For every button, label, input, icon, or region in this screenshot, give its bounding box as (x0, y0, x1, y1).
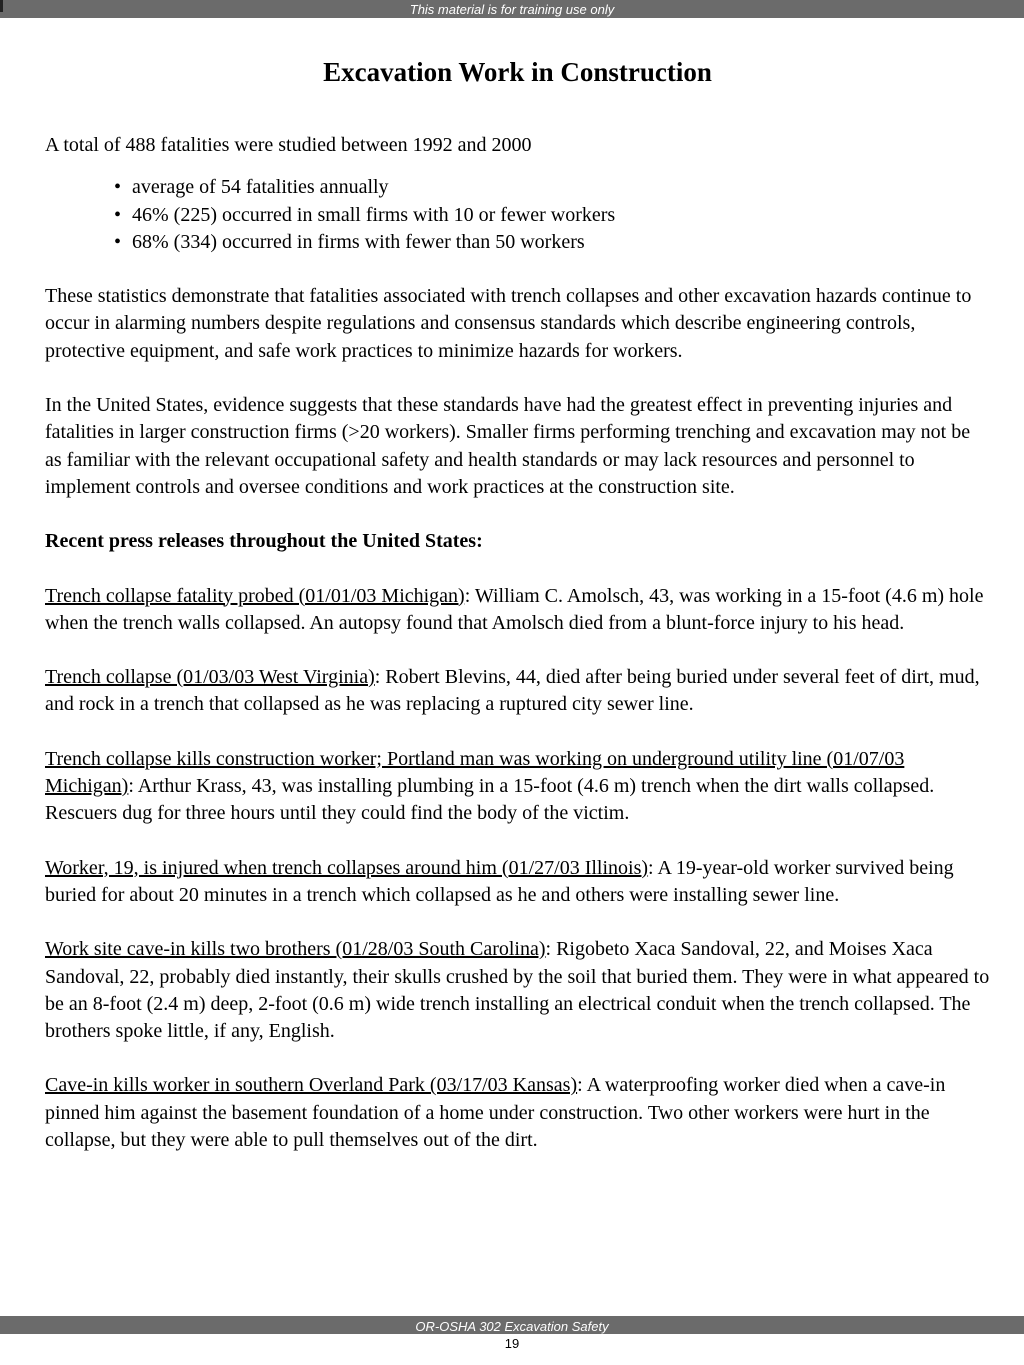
page-title: Excavation Work in Construction (323, 57, 712, 87)
press-release-headline: Trench collapse kills construction worker; Portland man was working on underground utility line (01/07/03 Michigan) (45, 747, 905, 798)
press-release-item (45, 855, 990, 910)
press-release-body: : Arthur Krass, 43, was installing plumbing in a 15-foot (4.6 m) trench when the dirt walls collapsed. Rescuers dug for three hours until they could find the body of the victim. (45, 775, 935, 825)
standards-paragraph: In the United States, evidence suggests that these standards have had the greatest effect in preventing injuries and fatalities in larger construction firms (>20 workers). Smaller firms performing trenching and excavation may not be as familiar with the relevant occupational safety and health standards or may lack resources and personnel to implement controls and oversee conditions and work practices at the construction site. (45, 394, 971, 498)
press-release-body: : William C. Amolsch, 43, was working in a 15-foot (4.6 m) hole when the trench walls collapsed. An autopsy found that Amolsch died from a blunt-force injury to his head. (45, 584, 984, 634)
press-release-headline: Trench collapse fatality probed (01/01/03 Michigan) (45, 584, 465, 607)
statistics-list (112, 174, 990, 256)
statistics-paragraph: These statistics demonstrate that fatalities associated with trench collapses and other excavation hazards continue to occur in alarming numbers despite regulations and consensus standards which describe engineering controls, protective equipment, and safe work practices to minimize hazards for workers. (45, 285, 972, 362)
press-release-body: : Robert Blevins, 44, died after being buried under several feet of dirt, mud, and rock in a trench that collapsed as he was replacing a ruptured city sewer line. (45, 666, 980, 716)
statistic-item: • 46% (225) occurred in small firms with 10 or fewer workers (112, 202, 990, 229)
press-release-body: : A 19-year-old worker survived being buried for about 20 minutes in a trench which collapsed as he and others were installing sewer line. (45, 856, 954, 906)
press-release-item (45, 746, 990, 828)
press-release-headline: Worker, 19, is injured when trench collapses around him (01/27/03 Illinois) (45, 856, 649, 879)
training-banner: This material is for training use only (0, 0, 1024, 18)
press-release-headline: Work site cave-in kills two brothers (01/28/03 South Carolina) (45, 938, 546, 961)
press-releases-heading: Recent press releases throughout the United States: (45, 530, 483, 553)
document-body (45, 50, 990, 1154)
statistic-item: • 68% (334) occurred in firms with fewer than 50 workers (112, 229, 990, 256)
page-number: 19 (504, 1336, 520, 1351)
press-release-item (45, 583, 990, 638)
statistic-item: • average of 54 fatalities annually (112, 174, 990, 201)
press-release-headline: Cave-in kills worker in southern Overland Park (03/17/03 Kansas) (45, 1074, 578, 1097)
press-release-item (45, 664, 990, 719)
press-release-body: : A waterproofing worker died when a cave-in pinned him against the basement foundation of a home under construction. Two other workers were hurt in the collapse, but they were able to pull themselves out of the dirt. (45, 1074, 946, 1152)
press-release-body: : Rigobeto Xaca Sandoval, 22, and Moises Xaca Sandoval, 22, probably died instantly, their skulls crushed by the soil that buried them. They were in what appeared to be an 8-foot (2.4 m) deep, 2-foot (0.6 m) wide trench installing an electrical conduit when the trench collapsed. The brothers spoke little, if any, English. (45, 938, 990, 1043)
course-footer: OR-OSHA 302 Excavation Safety (0, 1316, 1024, 1334)
press-release-item (45, 936, 990, 1045)
press-release-headline: Trench collapse (01/03/03 West Virginia) (45, 666, 375, 689)
press-release-item (45, 1072, 990, 1154)
intro-paragraph: A total of 488 fatalities were studied between 1992 and 2000 (45, 134, 532, 156)
